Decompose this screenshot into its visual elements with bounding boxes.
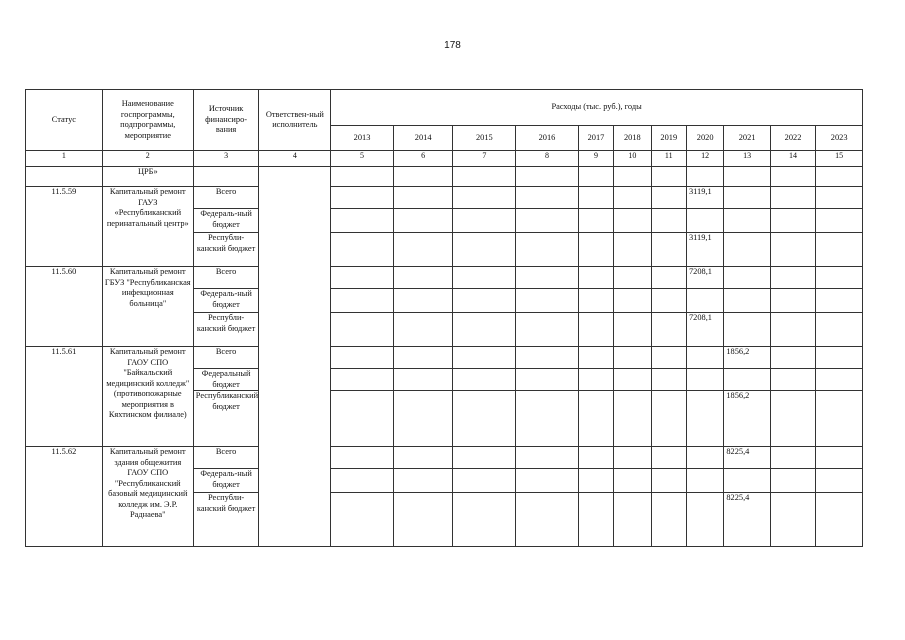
header-executor: Ответствен-ный исполнитель (259, 90, 331, 151)
column-number-15: 15 (816, 151, 863, 167)
column-number-7: 7 (453, 151, 516, 167)
funding-source: Федераль-ный бюджет (193, 289, 259, 313)
year-header-2017: 2017 (578, 126, 613, 151)
value-2021: 8225,4 (724, 447, 770, 469)
value-2018 (614, 267, 651, 289)
value-2016 (516, 447, 579, 469)
value-2021 (724, 267, 770, 289)
value-2021 (724, 289, 770, 313)
row-code: 11.5.59 (26, 187, 103, 267)
value-cell (770, 167, 815, 187)
year-header-2020: 2020 (686, 126, 723, 151)
value-2023 (816, 369, 863, 391)
year-header-2015: 2015 (453, 126, 516, 151)
value-2021: 1856,2 (724, 347, 770, 369)
row-name: Капитальный ремонт здания общежития ГАОУ СПО "Республиканский базовый медицинский колледж им. Э.Р. Раднаева" (102, 447, 193, 547)
value-2015 (453, 187, 516, 209)
value-2020 (686, 369, 723, 391)
value-cell (724, 167, 770, 187)
table-row (26, 347, 863, 369)
continuation-status-cell (26, 167, 103, 187)
value-cell (816, 167, 863, 187)
row-name: Капитальный ремонт ГБУЗ "Республиканская инфекционная больница" (102, 267, 193, 347)
value-2013 (331, 313, 394, 347)
column-number-3: 3 (193, 151, 259, 167)
value-2020 (686, 469, 723, 493)
value-2022 (770, 289, 815, 313)
header-name: Наименование госпрограммы, подпрограммы, мероприятие (102, 90, 193, 151)
value-2022 (770, 347, 815, 369)
value-2023 (816, 313, 863, 347)
value-2023 (816, 233, 863, 267)
value-cell (516, 167, 579, 187)
row-code: 11.5.61 (26, 347, 103, 447)
value-2013 (331, 233, 394, 267)
column-number-10: 10 (614, 151, 651, 167)
value-2019 (651, 347, 686, 369)
value-2020 (686, 493, 723, 547)
value-2018 (614, 469, 651, 493)
funding-source: Республи-канский бюджет (193, 233, 259, 267)
value-2021: 8225,4 (724, 493, 770, 547)
value-2021: 1856,2 (724, 391, 770, 447)
value-2022 (770, 187, 815, 209)
value-2013 (331, 347, 394, 369)
value-2022 (770, 469, 815, 493)
value-2014 (393, 209, 453, 233)
column-number-9: 9 (578, 151, 613, 167)
header-source: Источник финансиро-вания (193, 90, 259, 151)
value-2014 (393, 289, 453, 313)
column-number-2: 2 (102, 151, 193, 167)
value-2015 (453, 347, 516, 369)
value-2016 (516, 267, 579, 289)
header-expenses: Расходы (тыс. руб.), годы (331, 90, 863, 126)
value-2019 (651, 209, 686, 233)
funding-source: Всего (193, 447, 259, 469)
value-2014 (393, 187, 453, 209)
value-2013 (331, 209, 394, 233)
value-2015 (453, 447, 516, 469)
table-row (26, 447, 863, 469)
column-number-8: 8 (516, 151, 579, 167)
page-number: 178 (444, 40, 461, 51)
value-2017 (578, 347, 613, 369)
value-2018 (614, 447, 651, 469)
value-2018 (614, 391, 651, 447)
continuation-name: ЦРБ» (102, 167, 193, 187)
value-2022 (770, 447, 815, 469)
value-2021 (724, 369, 770, 391)
row-name: Капитальный ремонт ГАОУ СПО "Байкальский медицинский колледж" (противопожарные мероприятия в Кяхтинском филиале) (102, 347, 193, 447)
funding-source: Республи-канский бюджет (193, 313, 259, 347)
value-2021 (724, 313, 770, 347)
value-2019 (651, 369, 686, 391)
value-2019 (651, 493, 686, 547)
value-2016 (516, 233, 579, 267)
column-number-12: 12 (686, 151, 723, 167)
column-number-11: 11 (651, 151, 686, 167)
value-2015 (453, 391, 516, 447)
year-header-2016: 2016 (516, 126, 579, 151)
value-2022 (770, 209, 815, 233)
value-2018 (614, 233, 651, 267)
value-2020: 7208,1 (686, 267, 723, 289)
value-2019 (651, 289, 686, 313)
value-2022 (770, 369, 815, 391)
column-number-1: 1 (26, 151, 103, 167)
value-2017 (578, 469, 613, 493)
value-2013 (331, 187, 394, 209)
year-header-2019: 2019 (651, 126, 686, 151)
year-header-2013: 2013 (331, 126, 394, 151)
value-2023 (816, 469, 863, 493)
value-2017 (578, 447, 613, 469)
value-2018 (614, 347, 651, 369)
column-number-6: 6 (393, 151, 453, 167)
value-2019 (651, 267, 686, 289)
value-2018 (614, 493, 651, 547)
value-2014 (393, 493, 453, 547)
column-number-13: 13 (724, 151, 770, 167)
column-number-4: 4 (259, 151, 331, 167)
value-2022 (770, 233, 815, 267)
value-2017 (578, 209, 613, 233)
value-2020 (686, 289, 723, 313)
value-2014 (393, 447, 453, 469)
value-2017 (578, 391, 613, 447)
value-2017 (578, 267, 613, 289)
year-header-2021: 2021 (724, 126, 770, 151)
value-2019 (651, 233, 686, 267)
value-2014 (393, 469, 453, 493)
value-cell (578, 167, 613, 187)
value-2019 (651, 313, 686, 347)
value-2015 (453, 313, 516, 347)
value-2017 (578, 493, 613, 547)
value-2017 (578, 289, 613, 313)
value-2016 (516, 369, 579, 391)
table-row (26, 187, 863, 209)
value-2021 (724, 469, 770, 493)
value-2016 (516, 469, 579, 493)
value-2018 (614, 369, 651, 391)
value-2019 (651, 391, 686, 447)
value-2018 (614, 209, 651, 233)
column-number-14: 14 (770, 151, 815, 167)
value-2015 (453, 369, 516, 391)
value-2023 (816, 391, 863, 447)
value-cell (331, 167, 394, 187)
value-2023 (816, 209, 863, 233)
value-2015 (453, 289, 516, 313)
value-2013 (331, 267, 394, 289)
value-2013 (331, 447, 394, 469)
value-2014 (393, 267, 453, 289)
year-header-2014: 2014 (393, 126, 453, 151)
funding-source: Федераль-ный бюджет (193, 469, 259, 493)
value-2017 (578, 187, 613, 209)
value-2015 (453, 267, 516, 289)
value-2016 (516, 347, 579, 369)
value-2013 (331, 391, 394, 447)
value-2015 (453, 209, 516, 233)
value-2016 (516, 493, 579, 547)
value-2014 (393, 391, 453, 447)
funding-source: Всего (193, 187, 259, 209)
value-2016 (516, 209, 579, 233)
value-2020: 7208,1 (686, 313, 723, 347)
value-2015 (453, 233, 516, 267)
value-2022 (770, 313, 815, 347)
value-cell (453, 167, 516, 187)
value-2017 (578, 369, 613, 391)
value-2019 (651, 469, 686, 493)
value-2020: 3119,1 (686, 187, 723, 209)
value-2015 (453, 493, 516, 547)
value-2013 (331, 493, 394, 547)
value-2016 (516, 313, 579, 347)
value-cell (393, 167, 453, 187)
value-2020 (686, 209, 723, 233)
table-row (26, 267, 863, 289)
value-2023 (816, 447, 863, 469)
value-2014 (393, 313, 453, 347)
value-2016 (516, 289, 579, 313)
value-2023 (816, 347, 863, 369)
funding-source: Республиканский бюджет (193, 391, 259, 447)
row-name: Капитальный ремонт ГАУЗ «Республиканский перинатальный центр» (102, 187, 193, 267)
value-2021 (724, 187, 770, 209)
value-2021 (724, 209, 770, 233)
value-2018 (614, 289, 651, 313)
value-2018 (614, 313, 651, 347)
value-2022 (770, 391, 815, 447)
value-2019 (651, 187, 686, 209)
value-2023 (816, 289, 863, 313)
executor-cell (259, 167, 331, 547)
value-cell (686, 167, 723, 187)
funding-source: Федеральный бюджет (193, 369, 259, 391)
value-2023 (816, 493, 863, 547)
year-header-2018: 2018 (614, 126, 651, 151)
value-2020 (686, 447, 723, 469)
value-2017 (578, 233, 613, 267)
funding-source: Республи-канский бюджет (193, 493, 259, 547)
year-header-2023: 2023 (816, 126, 863, 151)
value-2022 (770, 493, 815, 547)
value-2019 (651, 447, 686, 469)
value-2020 (686, 391, 723, 447)
budget-table (25, 89, 863, 547)
value-2023 (816, 187, 863, 209)
value-2013 (331, 369, 394, 391)
value-2016 (516, 391, 579, 447)
value-cell (651, 167, 686, 187)
row-code: 11.5.60 (26, 267, 103, 347)
value-2021 (724, 233, 770, 267)
value-2014 (393, 233, 453, 267)
value-2020 (686, 347, 723, 369)
value-2018 (614, 187, 651, 209)
year-header-2022: 2022 (770, 126, 815, 151)
value-2015 (453, 469, 516, 493)
value-cell (614, 167, 651, 187)
funding-source: Федераль-ный бюджет (193, 209, 259, 233)
column-number-5: 5 (331, 151, 394, 167)
value-2017 (578, 313, 613, 347)
header-status: Статус (26, 90, 103, 151)
funding-source: Всего (193, 267, 259, 289)
value-2022 (770, 267, 815, 289)
value-2013 (331, 469, 394, 493)
value-2023 (816, 267, 863, 289)
value-2016 (516, 187, 579, 209)
row-code: 11.5.62 (26, 447, 103, 547)
value-2020: 3119,1 (686, 233, 723, 267)
funding-source: Всего (193, 347, 259, 369)
value-2013 (331, 289, 394, 313)
value-2014 (393, 347, 453, 369)
continuation-source-cell (193, 167, 259, 187)
value-2014 (393, 369, 453, 391)
